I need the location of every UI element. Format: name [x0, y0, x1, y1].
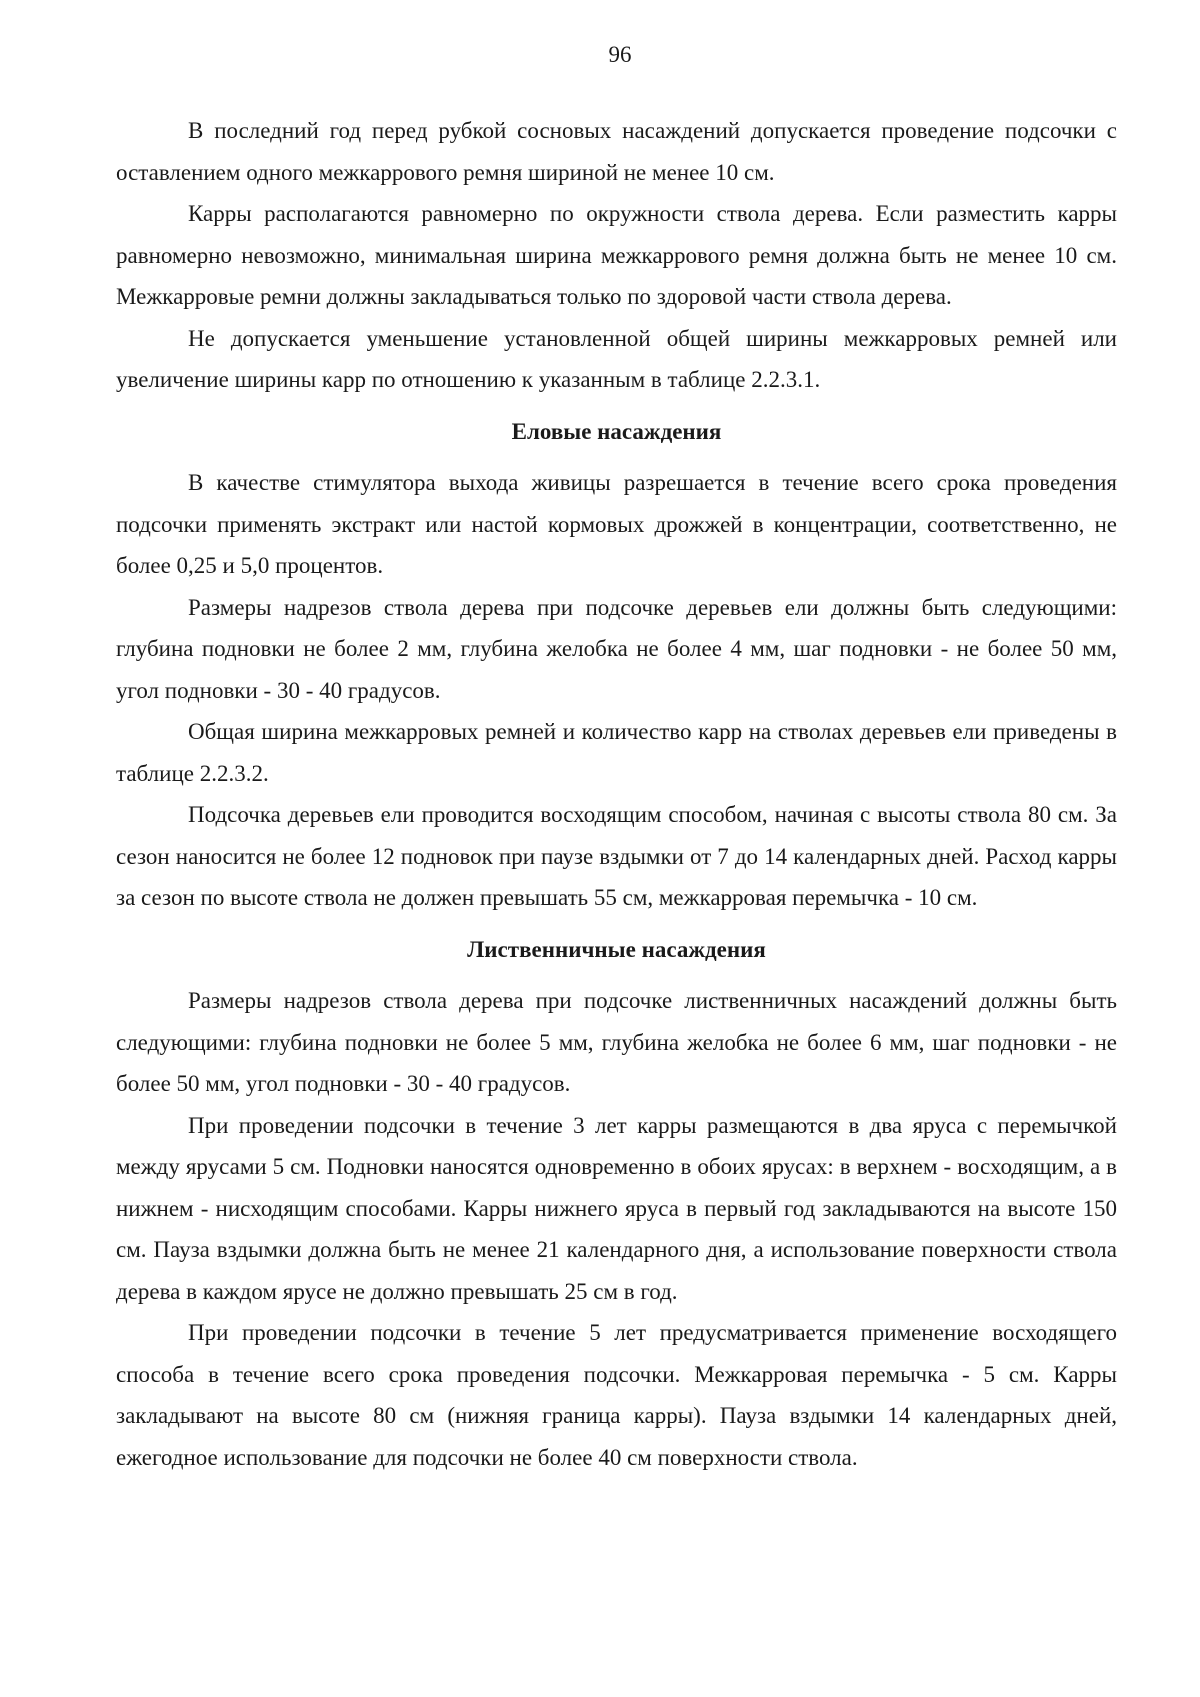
document-body — [116, 110, 1117, 1478]
paragraph-width-restriction: Не допускается уменьшение установленной общей ширины межкарровых ремней или увеличение ширины карр по отношению к указанным в таблице 2.2.3.1. — [116, 325, 1117, 392]
page-number: 96 — [608, 42, 632, 67]
paragraph-spruce-table-ref: Общая ширина межкарровых ремней и количество карр на стволах деревьев ели приведены в таблице 2.2.3.2. — [116, 719, 1117, 786]
paragraph-resin-stimulator: В качестве стимулятора выхода живицы разрешается в течение всего срока проведения подсочки применять экстракт или настой кормовых дрожжей в концентрации, соответственно, не более 0,25 и 5,0 процентов. — [116, 470, 1117, 578]
paragraph-final-year-tapping: В последний год перед рубкой сосновых насаждений допускается проведение подсочки с оставлением одного межкаррового ремня шириной не менее 10 см. — [116, 118, 1117, 185]
paragraph-larch-five-years: При проведении подсочки в течение 5 лет предусматривается применение восходящего способа в течение всего срока проведения подсочки. Межкарровая перемычка - 5 см. Карры закладывают на высоте 80 см (нижняя граница карры). Пауза вздымки 14 календарных дней, ежегодное использование для подсочки не более 40 см поверхности ствола. — [116, 1320, 1117, 1470]
paragraph-spruce-cut-sizes: Размеры надрезов ствола дерева при подсочке деревьев ели должны быть следующими: глубина подновки не более 2 мм, глубина желобка не более 4 мм, шаг подновки - не более 50 мм, угол подновки - 30 - 40 градусов. — [116, 594, 1117, 703]
section-heading-spruce: Еловые насаждения — [511, 418, 722, 444]
paragraph-larch-three-years: При проведении подсочки в течение 3 лет карры размещаются в два яруса с перемычкой между ярусами 5 см. Подновки наносятся одновременно в обоих ярусах: в верхнем - восходящим, а в нижнем - нисходящим способами. Карры нижнего яруса в первый год закладываются на высоте 150 см. Пауза вздымки должна быть не менее 21 календарного дня, а использование поверхности ствола дерева в каждом ярусе не должно превышать 25 см в год. — [116, 1112, 1117, 1304]
paragraph-carre-placement: Карры располагаются равномерно по окружности ствола дерева. Если разместить карры равномерно невозможно, минимальная ширина межкаррового ремня должна быть не менее 10 см. Межкарровые ремни должны закладываться только по здоровой части ствола дерева. — [116, 201, 1117, 309]
section-heading-larch: Лиственничные насаждения — [467, 936, 766, 962]
paragraph-larch-cut-sizes: Размеры надрезов ствола дерева при подсочке лиственничных насаждений должны быть следующими: глубина подновки не более 5 мм, глубина желобка не более 6 мм, шаг подновки - не более 50 мм, угол подновки - 30 - 40 градусов. — [116, 988, 1117, 1096]
paragraph-spruce-method: Подсочка деревьев ели проводится восходящим способом, начиная с высоты ствола 80 см. За сезон наносится не более 12 подновок при паузе вздымки от 7 до 14 календарных дней. Расход карры за сезон по высоте ствола не должен превышать 55 см, межкарровая перемычка - 10 см. — [116, 802, 1117, 910]
